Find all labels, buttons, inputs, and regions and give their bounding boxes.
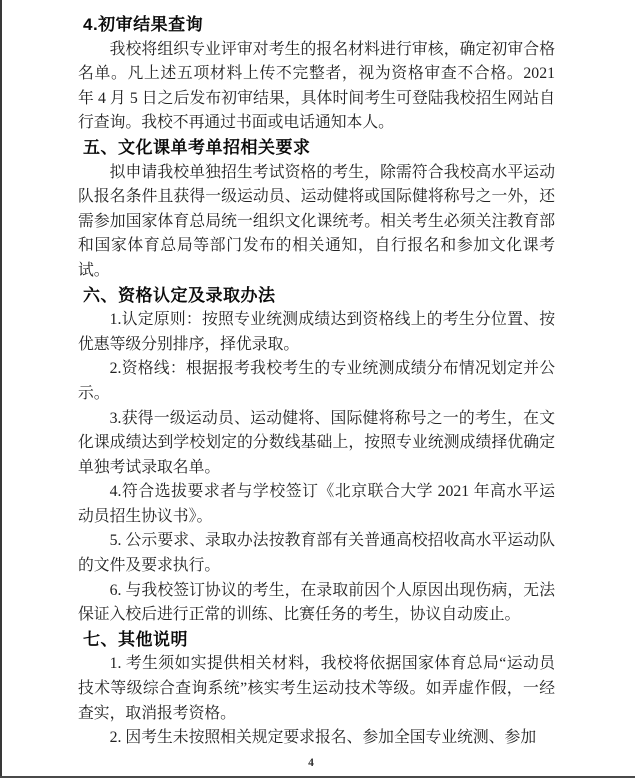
- section-heading-initial-review-results: 4.初审结果查询: [83, 15, 204, 34]
- document-content: [78, 13, 555, 754]
- paragraph: 3.获得一级运动员、运动健将、国际健将称号之一的考生，在文化课成绩达到学校划定的分数线基础上，按照专业统测成绩择优确定单独考试录取名单。: [78, 409, 555, 476]
- page-number: 4: [308, 757, 314, 769]
- paragraph: 4.符合选拔要求者与学校签订《北京联合大学 2021 年高水平运动员招生协议书》。: [78, 483, 555, 525]
- paragraph: 1. 考生须如实提供相关材料，我校将依据国家体育总局“运动员技术等级综合查询系统”核实考生运动技术等级。如弄虚作假，一经查实，取消报考资格。: [78, 655, 555, 722]
- paragraph: 我校将组织专业评审对考生的报名材料进行审核，确定初审合格名单。凡上述五项材料上传不完整者，视为资格审查不合格。2021 年 4 月 5 日之后发布初审结果，具体时间考生可登陆我校招生网站自行查询。我校不再通过书面或电话通知本人。: [78, 40, 555, 132]
- section-heading-qualification-and-admission: 六、资格认定及录取办法: [83, 285, 276, 305]
- section-heading-other-notes: 七、其他说明: [83, 629, 188, 649]
- paragraph: 2.资格线：根据报考我校考生的专业统测成绩分布情况划定并公示。: [78, 360, 555, 402]
- paragraph: 拟申请我校单独招生考试资格的考生，除需符合我校高水平运动队报名条件且获得一级运动员、运动健将或国际健将称号之一外，还需参加国家体育总局统一组织文化课统考。相关考生必须关注教育部和国家体育总局等部门发布的相关通知，自行报名和参加文化课考试。: [78, 163, 555, 279]
- paragraph: 6. 与我校签订协议的考生，在录取前因个人原因出现伤病，无法保证入校后进行正常的训练、比赛任务的考生，协议自动废止。: [78, 581, 555, 624]
- paragraph: 5. 公示要求、录取办法按教育部有关普通高校招收高水平运动队的文件及要求执行。: [78, 532, 555, 575]
- paragraph: 1.认定原则：按照专业统测成绩达到资格线上的考生分位置、按优惠等级分别排序，择优录取。: [78, 311, 555, 353]
- section-heading-culture-course-exam-requirements: 五、文化课单考单招相关要求: [83, 137, 311, 157]
- scan-edge-left: [0, 0, 2, 778]
- paragraph: 2. 因考生未按照相关规定要求报名、参加全国专业统测、参加: [109, 729, 537, 747]
